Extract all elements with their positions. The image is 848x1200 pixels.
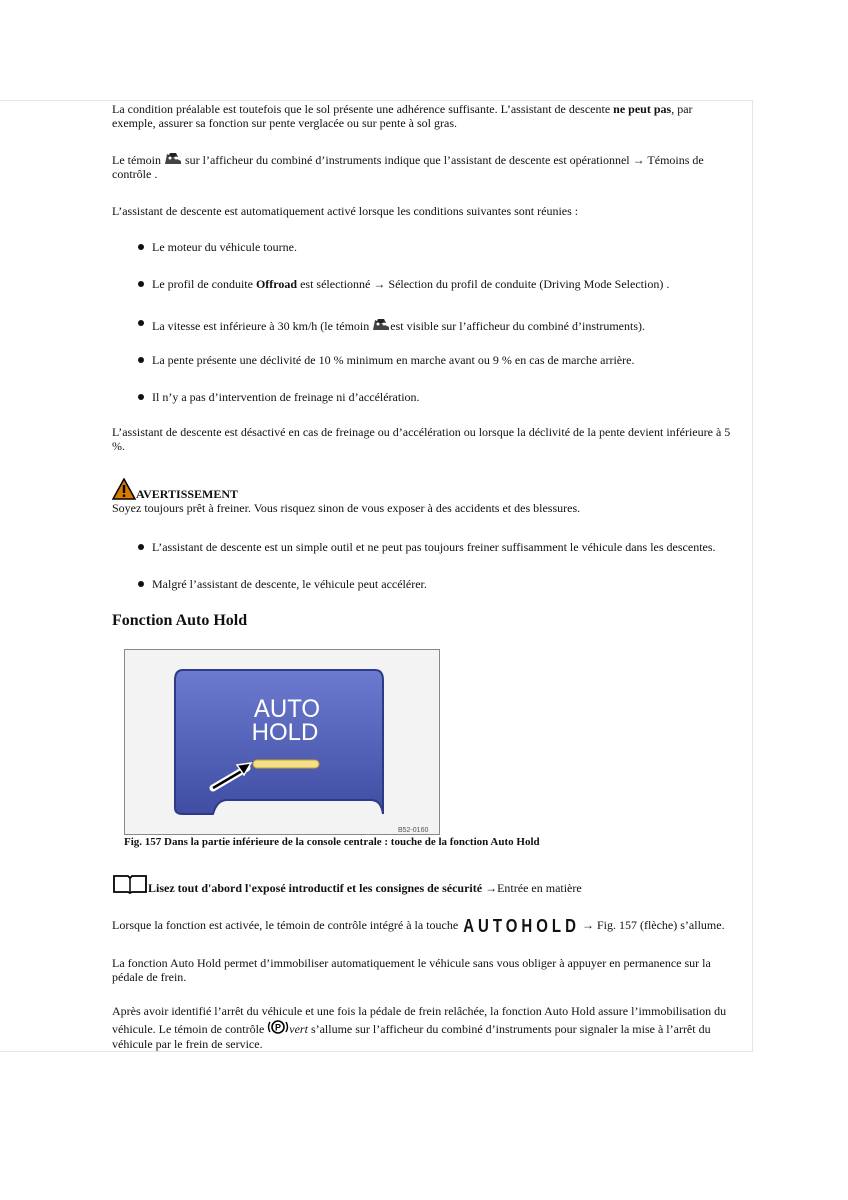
read-first-note: Lisez tout d'abord l'exposé introductif et les consignes de sécurité →Entrée en matière	[112, 874, 737, 895]
list-item: Le profil de conduite Offroad est sélectionné → Sélection du profil de conduite (Driving Mode Selection) .	[152, 277, 742, 291]
indicator-light	[253, 760, 319, 768]
paragraph-function: La fonction Auto Hold permet d’immobiliser automatiquement le véhicule sans vous obliger à appuyer en permanence sur la pédale de frein.	[112, 956, 711, 984]
button-label-hold: HOLD	[251, 719, 319, 746]
auto-hold-button-illustration	[125, 650, 439, 834]
svg-text:P: P	[275, 1022, 282, 1033]
figure-auto-hold	[124, 649, 440, 835]
hill-descent-icon	[164, 150, 182, 166]
warning-text: Soyez toujours prêt à freiner. Vous risquez sinon de vous exposer à des accidents et des blessures.	[112, 501, 581, 515]
link-fig157[interactable]: → Fig. 157	[581, 918, 637, 932]
link-entree[interactable]: →Entrée en matière	[485, 881, 582, 895]
list-item: La vitesse est inférieure à 30 km/h (le témoin est visible sur l’afficheur du combiné d’instruments).	[152, 316, 742, 333]
book-icon	[112, 874, 148, 894]
auto-hold-key-icon: AUTOHOLD	[463, 915, 580, 937]
link-driving-mode[interactable]: → Sélection du profil de conduite (Driving Mode Selection)	[373, 277, 664, 291]
figure-code: B52-0160	[398, 827, 429, 834]
warning-block	[112, 478, 737, 515]
list-item: La pente présente une déclivité de 10 % minimum en marche avant ou 9 % en cas de marche arrière.	[152, 353, 742, 367]
paragraph-stop: Après avoir identifié l’arrêt du véhicule et une fois la pédale de frein relâchée, la fonction Auto Hold assure l’immobilisation du véhicule. Le témoin de contrôle P vert s’allume sur l’afficheur du combiné d’instruments pour signaler la mise à l’arrêt du véhicule par le frein de service.	[112, 1004, 727, 1051]
figure-caption: Fig. 157 Dans la partie inférieure de la console centrale : touche de la fonction Auto Hold	[124, 836, 540, 848]
paragraph-precondition: La condition préalable est toutefois que le sol présente une adhérence suffisante. L’assistant de descente ne peut pas, par exemple, assurer sa fonction sur pente verglacée ou sur pente à sol gras.	[112, 102, 693, 130]
paragraph-deactivation: L’assistant de descente est désactivé en cas de freinage ou d’accélération ou lorsque la déclivité de la pente devient inférieure à 5 %.	[112, 425, 731, 453]
hill-descent-icon	[372, 316, 390, 332]
link-temoins[interactable]: → Témoins de contrôle	[112, 153, 704, 181]
warning-triangle-icon	[112, 478, 136, 500]
paragraph-activation: L’assistant de descente est automatiquement activé lorsque les conditions suivantes sont réunies :	[112, 204, 579, 218]
section-heading: Fonction Auto Hold	[112, 612, 248, 629]
warning-title: AVERTISSEMENT	[136, 487, 239, 501]
list-item: L’assistant de descente est un simple outil et ne peut pas toujours freiner suffisamment le véhicule dans les descentes.	[152, 540, 742, 554]
list-item: Malgré l’assistant de descente, le véhicule peut accélérer.	[152, 577, 742, 591]
paragraph-activated: Lorsque la fonction est activée, le témoin de contrôle intégré à la touche AUTOHOLD → Fig. 157 (flèche) s’allume.	[112, 915, 725, 937]
button-label-auto: AUTO	[253, 695, 321, 724]
paragraph-indicator: Le témoin sur l’afficheur du combiné d’instruments indique que l’assistant de descente est opérationnel → Témoins de contrôle .	[112, 150, 737, 181]
list-item: Il n’y a pas d’intervention de freinage ni d’accélération.	[152, 390, 742, 404]
list-item: Le moteur du véhicule tourne.	[152, 240, 742, 254]
parking-brake-icon	[267, 1019, 289, 1035]
